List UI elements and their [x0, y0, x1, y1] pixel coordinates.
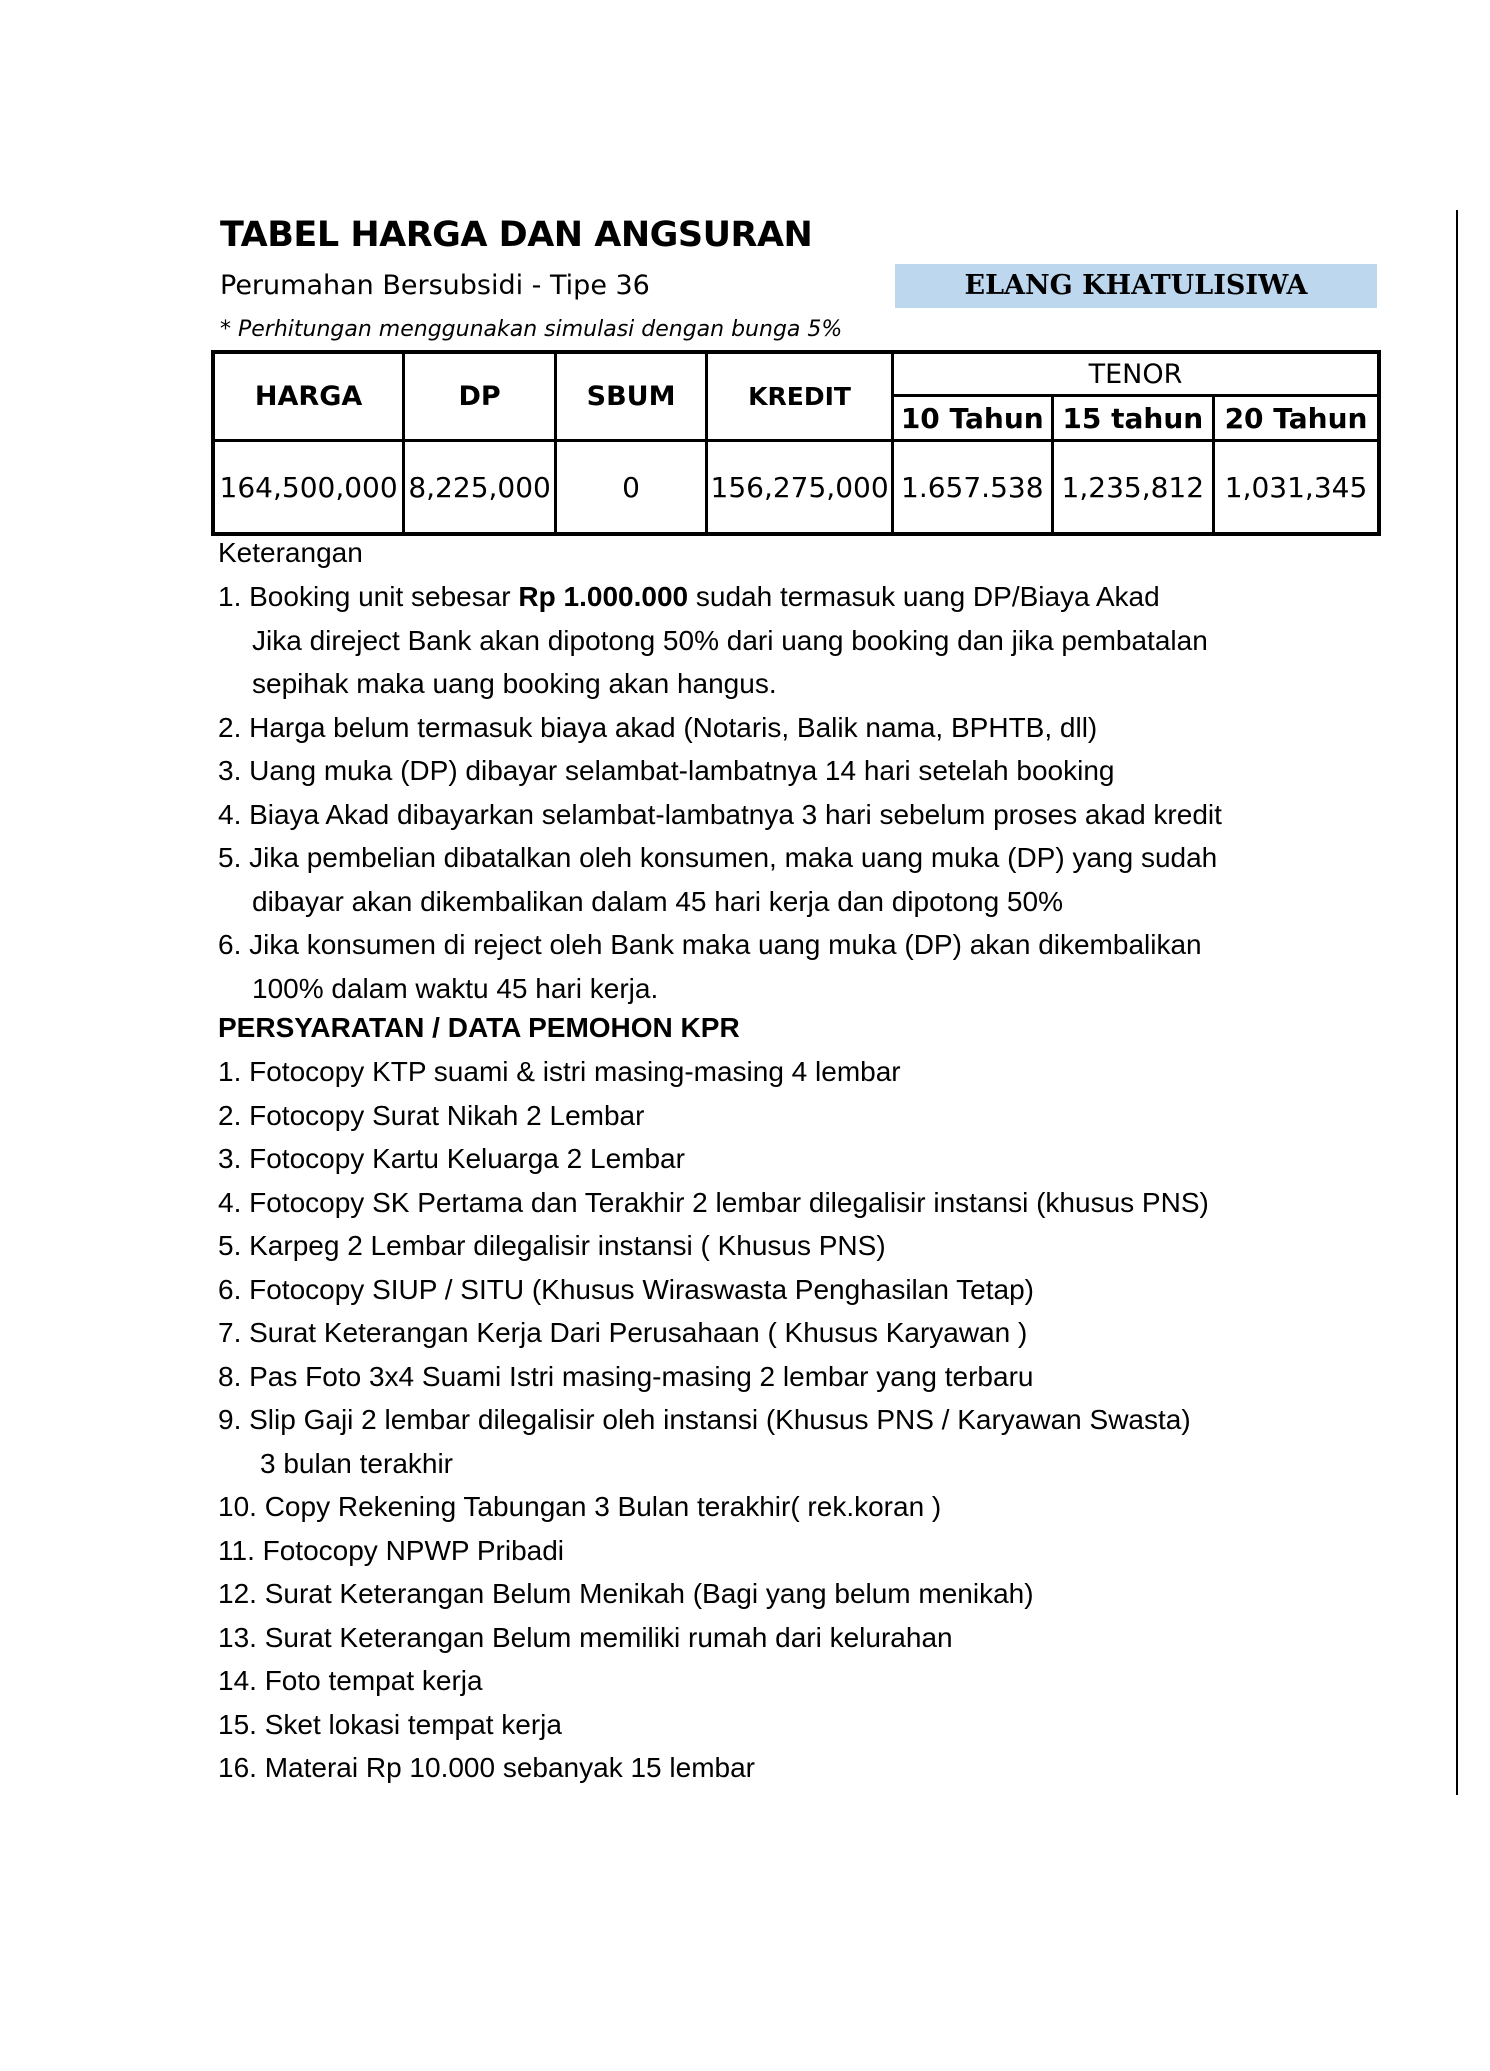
list-item: 11. Fotocopy NPWP Pribadi — [218, 1534, 565, 1566]
table-row — [213, 441, 1379, 535]
header-tenor-20: 20 Tahun — [1214, 396, 1379, 441]
booking-amount: Rp 1.000.000 — [518, 581, 689, 612]
interest-note: * Perhitungan menggunakan simulasi dengan bunga 5% — [220, 317, 843, 342]
list-item: 2. Harga belum termasuk biaya akad (Notaris, Balik nama, BPHTB, dll) — [218, 711, 1098, 743]
list-item: 3. Uang muka (DP) dibayar selambat-lambatnya 14 hari setelah booking — [218, 755, 1115, 786]
cell-tenor-15: 1,235,812 — [1052, 441, 1214, 535]
list-item: 16. Materai Rp 10.000 sebanyak 15 lembar — [218, 1752, 755, 1783]
list-item: 2. Fotocopy Surat Nikah 2 Lembar — [218, 1099, 645, 1131]
list-item: 3. Fotocopy Kartu Keluarga 2 Lembar — [218, 1143, 685, 1174]
list-item-continuation: 100% dalam waktu 45 hari kerja. — [252, 972, 659, 1004]
cell-harga: 164,500,000 — [213, 441, 404, 535]
list-item: 10. Copy Rekening Tabungan 3 Bulan terakhir( rek.koran ) — [218, 1491, 942, 1522]
header-tenor-15: 15 tahun — [1052, 396, 1214, 441]
list-item-continuation: dibayar akan dikembalikan dalam 45 hari kerja dan dipotong 50% — [252, 885, 1063, 917]
list-item: 4. Fotocopy SK Pertama dan Terakhir 2 lembar dilegalisir instansi (khusus PNS) — [218, 1186, 1209, 1218]
cell-kredit: 156,275,000 — [707, 441, 893, 535]
header-tenor-10: 10 Tahun — [893, 396, 1053, 441]
header-dp: DP — [404, 352, 556, 441]
price-table — [211, 350, 1381, 536]
list-item: 8. Pas Foto 3x4 Suami Istri masing-masing 2 lembar yang terbaru — [218, 1360, 1034, 1392]
list-item: 6. Fotocopy SIUP / SITU (Khusus Wiraswasta Penghasilan Tetap) — [218, 1273, 1035, 1305]
persyaratan-list — [218, 1050, 1209, 1790]
list-item-continuation: 3 bulan terakhir — [260, 1447, 454, 1479]
keterangan-label: Keterangan — [218, 537, 363, 568]
persyaratan-title: PERSYARATAN / DATA PEMOHON KPR — [218, 1012, 740, 1043]
list-item-continuation: Jika direject Bank akan dipotong 50% dari uang booking dan jika pembatalan — [252, 624, 1208, 656]
list-item-text: 1. Booking unit sebesar — [218, 581, 519, 612]
list-item: 9. Slip Gaji 2 lembar dilegalisir oleh instansi (Khusus PNS / Karyawan Swasta) — [218, 1404, 1191, 1435]
list-item: 5. Jika pembelian dibatalkan oleh konsumen, maka uang muka (DP) yang sudah — [218, 842, 1218, 873]
cell-dp: 8,225,000 — [404, 441, 556, 535]
list-item — [218, 575, 1222, 619]
header-tenor: TENOR — [893, 352, 1380, 396]
keterangan-list — [218, 575, 1222, 1010]
cell-tenor-10: 1.657.538 — [893, 441, 1053, 535]
cell-sbum: 0 — [556, 441, 707, 535]
list-item-text: sudah termasuk uang DP/Biaya Akad — [688, 581, 1160, 612]
list-item: 4. Biaya Akad dibayarkan selambat-lambatnya 3 hari sebelum proses akad kredit — [218, 798, 1222, 830]
list-item: 7. Surat Keterangan Kerja Dari Perusahaan ( Khusus Karyawan ) — [218, 1317, 1028, 1348]
header-sbum: SBUM — [556, 352, 707, 441]
list-item: 1. Fotocopy KTP suami & istri masing-masing 4 lembar — [218, 1056, 901, 1087]
list-item: 15. Sket lokasi tempat kerja — [218, 1708, 562, 1740]
list-item-continuation: sepihak maka uang booking akan hangus. — [252, 668, 777, 699]
list-item: 13. Surat Keterangan Belum memiliki rumah dari kelurahan — [218, 1621, 953, 1653]
list-item: 5. Karpeg 2 Lembar dilegalisir instansi ( Khusus PNS) — [218, 1230, 886, 1261]
brand-banner: ELANG KHATULISIWA — [895, 264, 1377, 308]
list-item: 14. Foto tempat kerja — [218, 1665, 483, 1696]
list-item: 6. Jika konsumen di reject oleh Bank maka uang muka (DP) akan dikembalikan — [218, 929, 1202, 960]
header-kredit: KREDIT — [707, 352, 893, 441]
list-item: 12. Surat Keterangan Belum Menikah (Bagi yang belum menikah) — [218, 1578, 1034, 1609]
page-title: TABEL HARGA DAN ANGSURAN — [220, 215, 813, 255]
table-header-row — [213, 352, 1379, 396]
header-harga: HARGA — [213, 352, 404, 441]
cell-tenor-20: 1,031,345 — [1214, 441, 1379, 535]
page-subtitle: Perumahan Bersubsidi - Tipe 36 — [220, 270, 650, 301]
page-border-line — [1456, 210, 1458, 1795]
